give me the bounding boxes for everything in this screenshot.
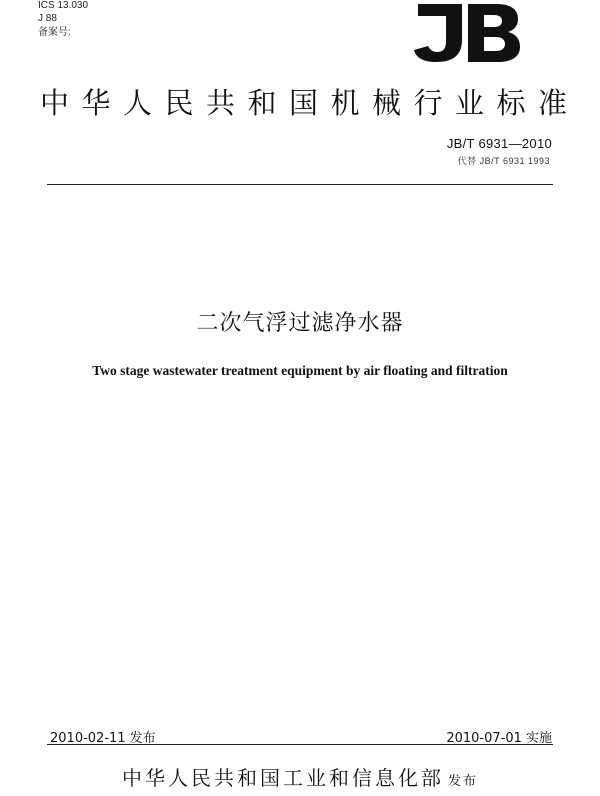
publish-date: 2010-02-11 发布 [50,731,156,746]
jb-logo [410,0,522,64]
header-divider [47,184,553,185]
issuer-line [0,762,600,791]
issue-label: 发布 [447,774,478,789]
ics-code: ICS 13.030 [38,0,89,11]
classification-code: J 88 [38,13,57,24]
footer-divider [47,744,553,745]
standard-number: JB/T 6931—2010 [446,136,552,151]
document-title-en: Two stage wastewater treatment equipment by air floating and filtration [92,363,508,378]
implementation-date: 2010-07-01 实施 [446,731,552,746]
issuing-authority: 中华人民共和国工业和信息化部 [121,766,444,790]
standard-category-title: 中华人民共和国机械行业标准 [40,86,580,120]
document-title-cn: 二次气浮过滤净水器 [196,311,404,336]
replaces-standard: 代替 JB/T 6931 1993 [457,156,550,166]
record-number-label: 备案号: [38,27,71,38]
